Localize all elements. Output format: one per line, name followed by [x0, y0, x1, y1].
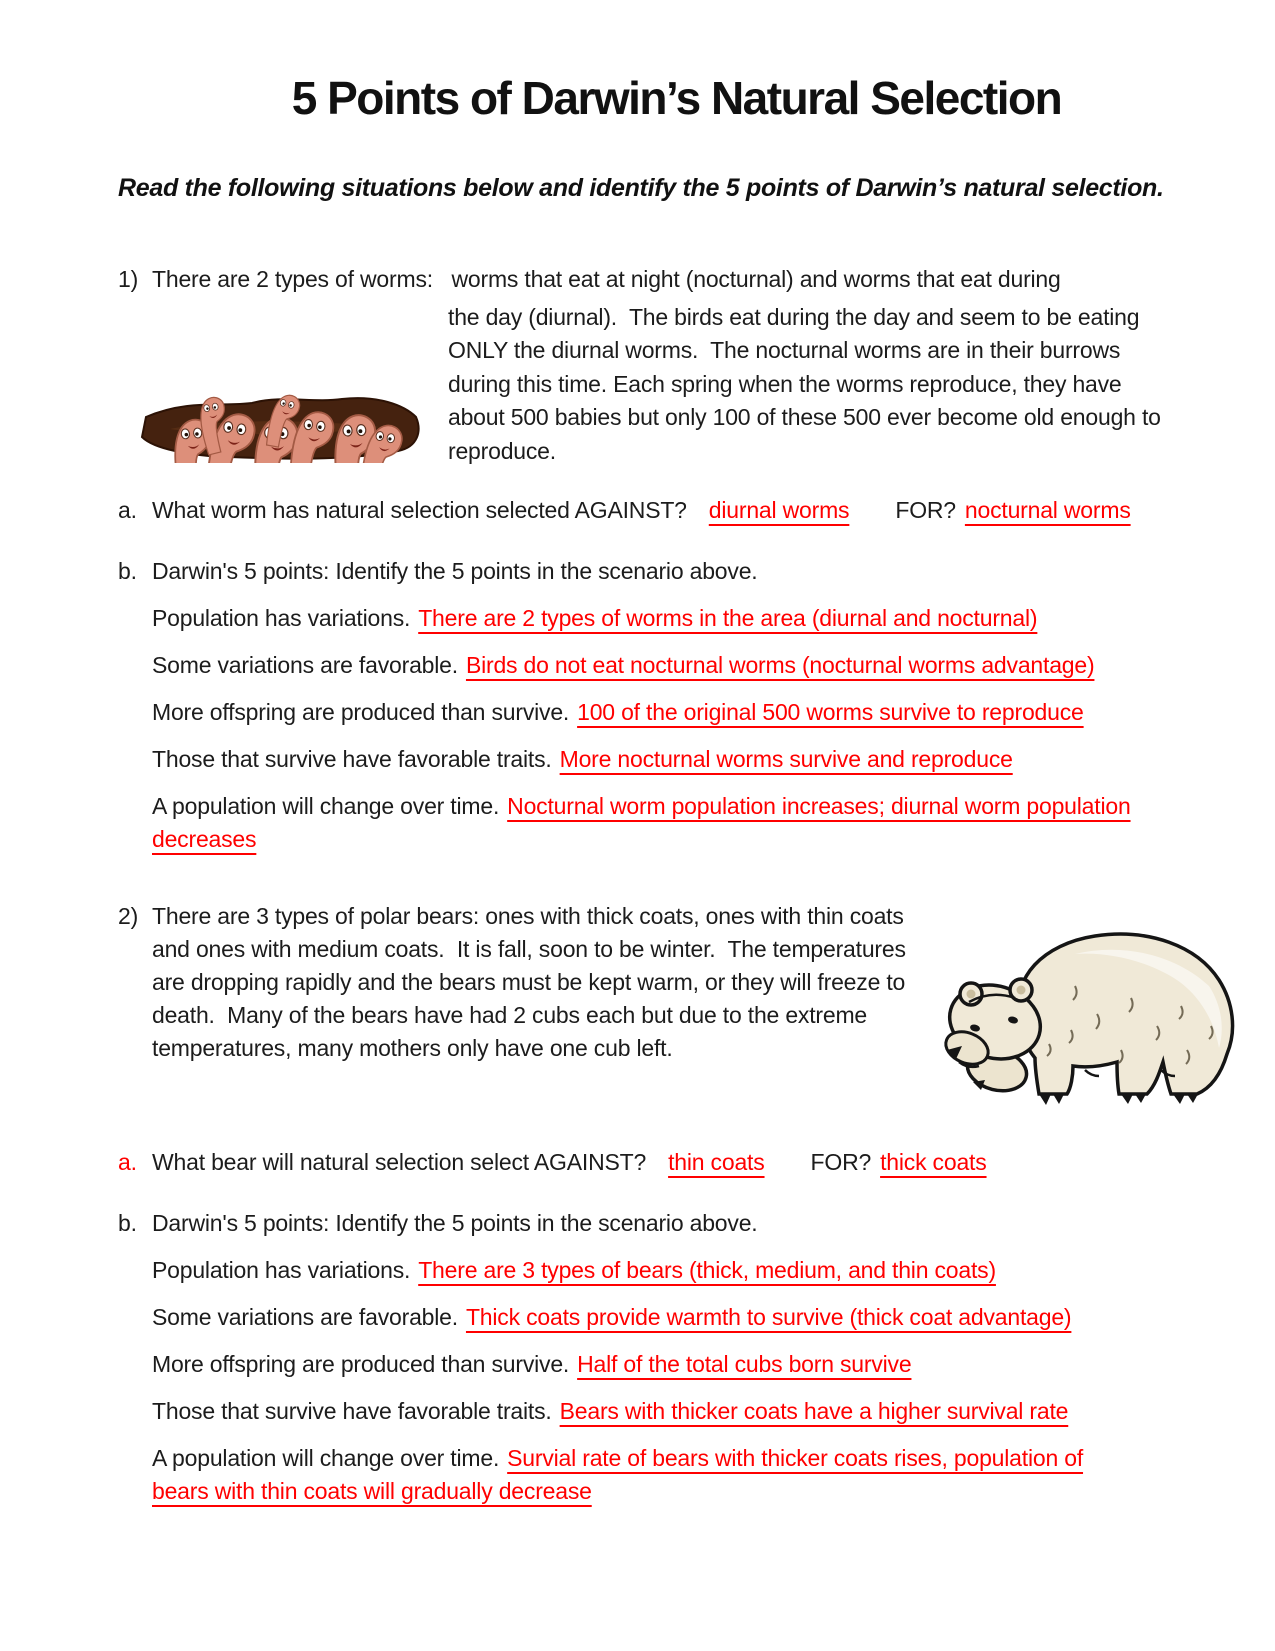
scenario-2-media-row: [118, 900, 1235, 1122]
question-a-text: What bear will natural selection select AGAINST?: [152, 1149, 647, 1176]
question-a-for-label: FOR?: [810, 1149, 872, 1176]
question-a-for-answer: nocturnal worms: [964, 497, 1131, 524]
scenario-1-intro-line: [118, 263, 1235, 296]
question-a-against-answer: thin coats: [668, 1149, 765, 1176]
point-line: [152, 1395, 1137, 1428]
scenario-2: [118, 900, 1235, 1508]
scenario-2-number: 2): [118, 903, 139, 930]
point-prompt: Population has variations.: [152, 1257, 411, 1284]
scenario-1-media-row: [118, 301, 1235, 469]
point-answer: Bears with thicker coats have a higher survival rate: [559, 1398, 1069, 1425]
scenario-1-points: [152, 602, 1137, 856]
point-prompt: More offspring are produced than survive.: [152, 1351, 570, 1378]
scenario-2-question-a: [118, 1146, 1235, 1179]
question-a-text: What worm has natural selection selected AGAINST?: [152, 497, 687, 524]
point-line: [152, 1254, 1137, 1287]
question-a-label: a.: [118, 1149, 137, 1176]
point-answer: More nocturnal worms survive and reproduce: [559, 746, 1013, 773]
point-answer: Birds do not eat nocturnal worms (nocturnal worms advantage): [465, 652, 1095, 679]
scenario-1-question-b: [118, 555, 1235, 588]
scenario-2-intro-line: [118, 900, 916, 1065]
point-answer: Thick coats provide warmth to survive (thick coat advantage): [465, 1304, 1072, 1331]
question-a-for-label: FOR?: [895, 497, 956, 524]
point-line: [152, 743, 1137, 776]
point-prompt: Those that survive have favorable traits.: [152, 1398, 552, 1425]
point-line: [152, 602, 1137, 635]
point-answer: 100 of the original 500 worms survive to reproduce: [577, 699, 1084, 726]
point-prompt: Population has variations.: [152, 605, 411, 632]
point-answer: Nocturnal worm population increases; diurnal worm population decreases: [152, 793, 1131, 853]
point-prompt: A population will change over time.: [152, 793, 500, 820]
point-line: [152, 1442, 1137, 1508]
question-a-for-answer: thick coats: [880, 1149, 987, 1176]
point-prompt: Some variations are favorable.: [152, 652, 458, 679]
question-a-against-answer: diurnal worms: [708, 497, 850, 524]
scenario-1-body-text: the day (diurnal). The birds eat during the day and seem to be eating ONLY the diurnal worms. The nocturnal worms are in their burrows during this time. Each spring when the worms reproduce, they have about 500 babies but only 100 of these 500 ever become old enough to reproduce.: [448, 303, 1167, 464]
point-prompt: More offspring are produced than survive.: [152, 699, 570, 726]
scenario-1-number: 1): [118, 265, 139, 292]
point-prompt: Those that survive have favorable traits.: [152, 746, 552, 773]
scenario-2-points: [152, 1254, 1137, 1508]
point-answer: Survial rate of bears with thicker coats rises, population of bears with thin coats will gradually decrease: [152, 1445, 1084, 1505]
question-b-label: b.: [118, 558, 137, 585]
point-answer: Half of the total cubs born survive: [577, 1351, 912, 1378]
worms-image: [130, 301, 422, 463]
scenario-1-question-a: [118, 494, 1235, 527]
question-b-heading: Darwin's 5 points: Identify the 5 points in the scenario above.: [152, 558, 758, 585]
point-prompt: A population will change over time.: [152, 1445, 500, 1472]
point-line: [152, 1301, 1137, 1334]
scenario-2-question-b: [118, 1207, 1235, 1240]
scenario-1: [118, 263, 1235, 857]
instructions-line: Read the following situations below and identify the 5 points of Darwin’s natural selection.: [118, 173, 1164, 202]
question-b-heading: Darwin's 5 points: Identify the 5 points in the scenario above.: [152, 1210, 758, 1237]
page-title: 5 Points of Darwin’s Natural Selection: [291, 72, 1062, 124]
polar-bear-image: [925, 894, 1247, 1122]
point-line: [152, 649, 1137, 682]
scenario-1-intro-text: There are 2 types of worms: worms that eat at night (nocturnal) and worms that eat during: [152, 265, 1061, 292]
question-a-label: a.: [118, 497, 137, 524]
scenario-2-body-text: There are 3 types of polar bears: ones with thick coats, ones with thin coats and ones with medium coats. It is fall, soon to be winter. The temperatures are dropping rapidly and the bears must be kept warm, or they will freeze to death. Many of the bears have had 2 cubs each but due to the extreme temperatures, many mothers only have one cub left.: [152, 903, 912, 1062]
point-answer: There are 3 types of bears (thick, medium, and thin coats): [418, 1257, 996, 1284]
point-answer: There are 2 types of worms in the area (diurnal and nocturnal): [418, 605, 1038, 632]
point-line: [152, 1348, 1137, 1381]
question-b-label: b.: [118, 1210, 137, 1237]
point-line: [152, 790, 1137, 856]
point-prompt: Some variations are favorable.: [152, 1304, 458, 1331]
point-line: [152, 696, 1137, 729]
